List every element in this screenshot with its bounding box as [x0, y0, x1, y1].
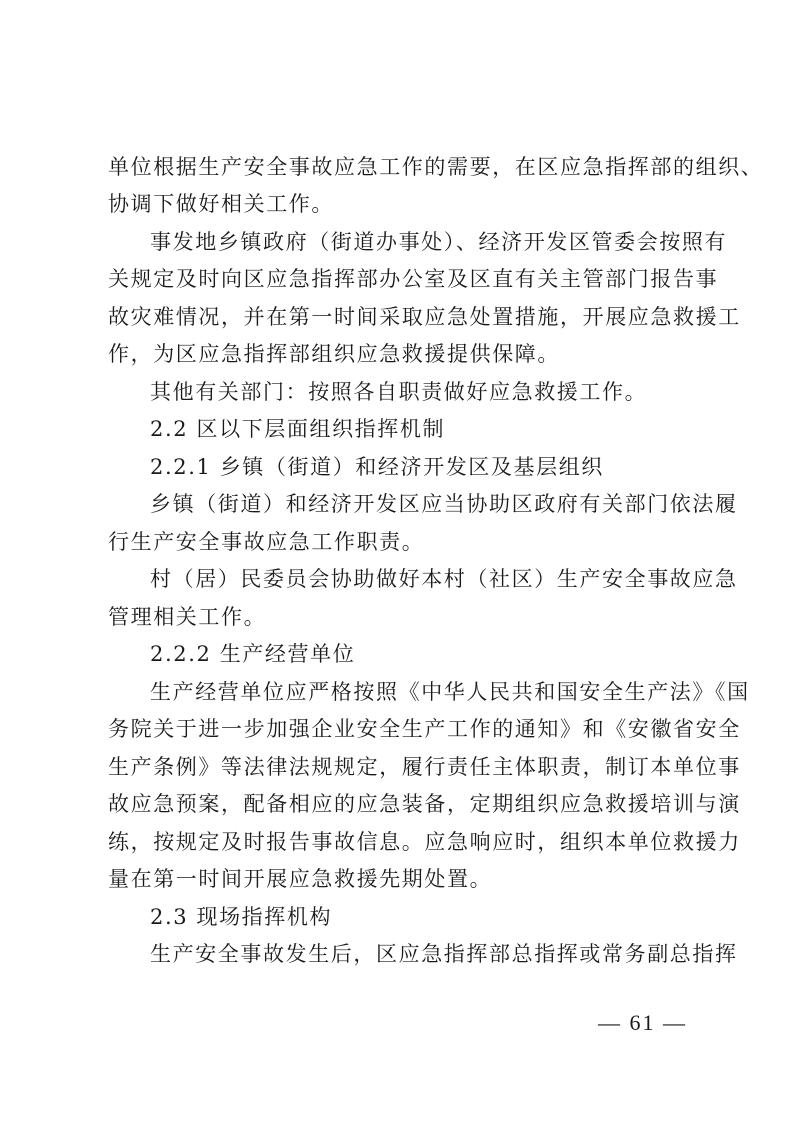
section-heading: 2.3 现场指挥机构: [150, 905, 333, 929]
body-text-line: 故应急预案，配备相应的应急装备，定期组织应急救援培训与演: [108, 792, 741, 816]
body-text-line: 事发地乡镇政府（街道办事处）、经济开发区管委会按照有: [150, 230, 728, 254]
body-text-line: 生产经营单位应严格按照《中华人民共和国安全生产法》《国: [150, 680, 750, 704]
page-number: — 61 —: [598, 1010, 687, 1035]
body-text-line: 生产条例》等法律法规规定，履行责任主体职责，制订本单位事: [108, 755, 741, 779]
body-text-line: 练，按规定及时报告事故信息。应急响应时，组织本单位救援力: [108, 830, 741, 854]
body-text-line: 关规定及时向区应急指挥部办公室及区直有关主管部门报告事: [108, 267, 719, 291]
body-text-line: 生产安全事故发生后，区应急指挥部总指挥或常务副总指挥: [150, 942, 738, 966]
body-text-line: 务院关于进一步加强企业安全生产工作的通知》和《安徽省安全: [108, 717, 741, 741]
body-text-line: 管理相关工作。: [108, 605, 267, 629]
body-text-line: 行生产安全事故应急工作职责。: [108, 530, 425, 554]
body-text-line: 村（居）民委员会协助做好本村（社区）生产安全事故应急: [150, 567, 738, 591]
section-heading: 2.2 区以下层面组织指挥机制: [150, 417, 446, 441]
body-text-line: 单位根据生产安全事故应急工作的需要，在区应急指挥部的组织、: [108, 155, 764, 179]
body-text-line: 故灾难情况，并在第一时间采取应急处置措施，开展应急救援工: [108, 305, 741, 329]
body-text-line: 协调下做好相关工作。: [108, 192, 334, 216]
subsection-heading: 2.2.1 乡镇（街道）和经济开发区及基层组织: [150, 455, 604, 479]
body-text-line: 乡镇（街道）和经济开发区应当协助区政府有关部门依法履: [150, 492, 738, 516]
subsection-heading: 2.2.2 生产经营单位: [150, 642, 356, 666]
body-text-line: 作，为区应急指挥部组织应急救援提供保障。: [108, 342, 560, 366]
body-text-line: 量在第一时间开展应急救援先期处置。: [108, 867, 493, 891]
body-text-line: 其他有关部门：按照各自职责做好应急救援工作。: [150, 380, 648, 404]
